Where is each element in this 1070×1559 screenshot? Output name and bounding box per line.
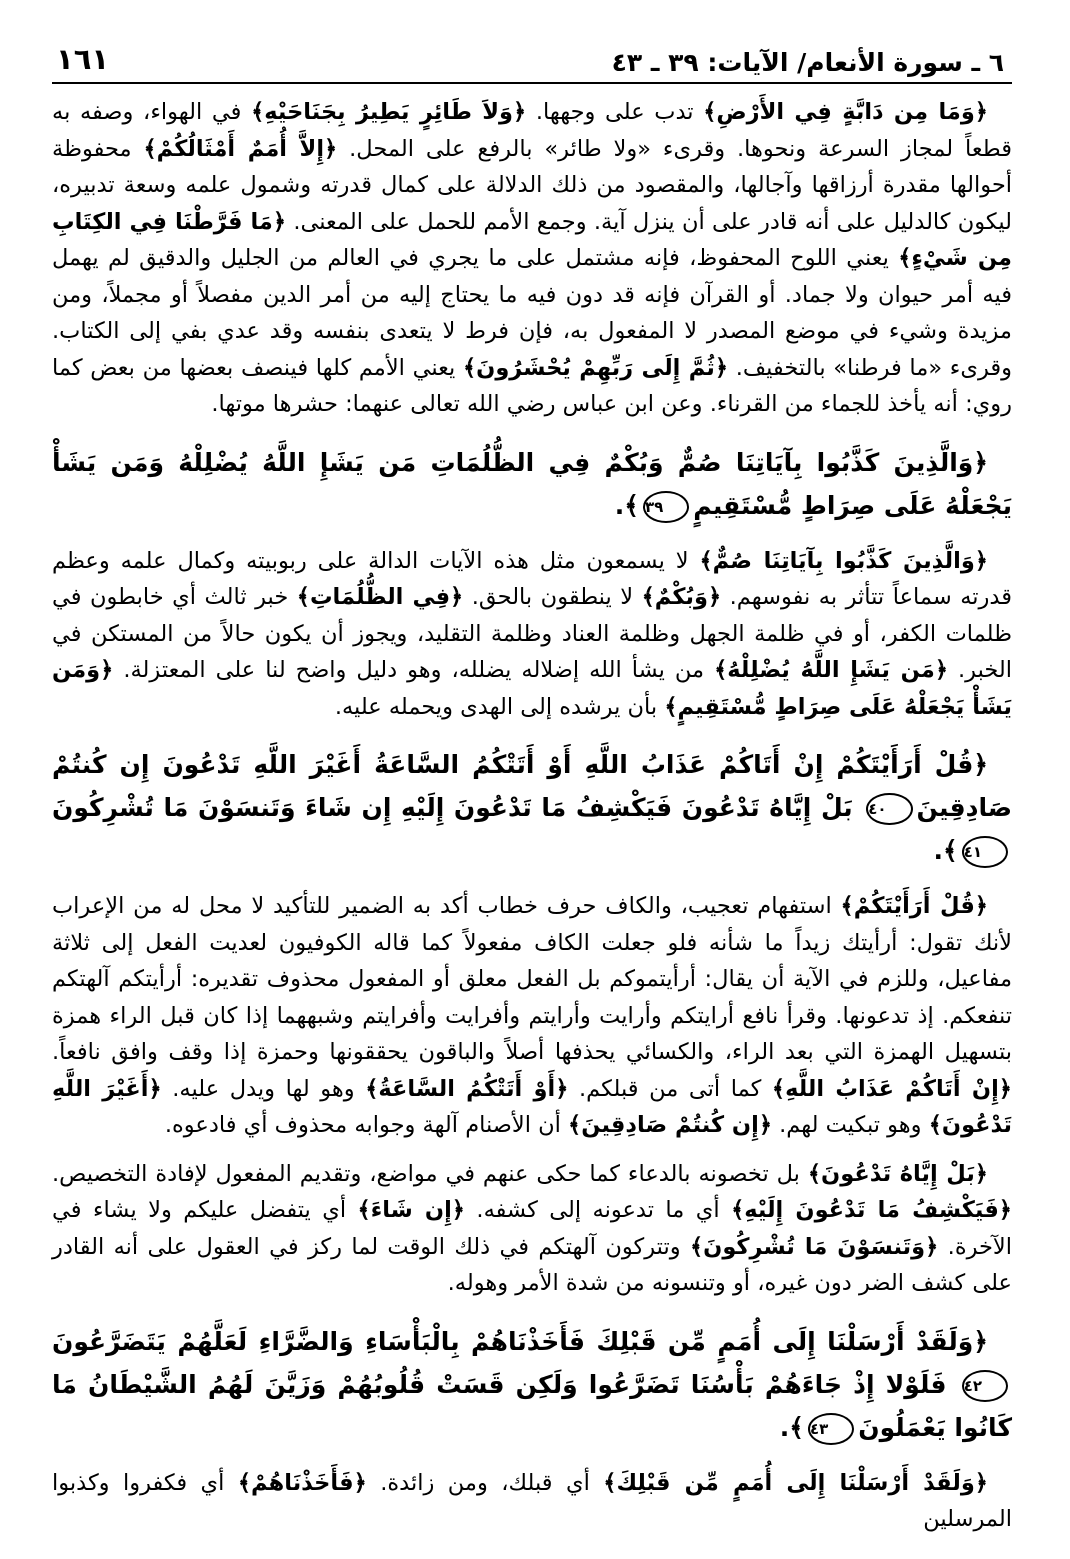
commentary-text: استفهام تعجيب، والكاف حرف خطاب أكد به الضمير للتأكيد لا محل له من الإعراب لأنك تقول: أرأيتك زيداً ما شأنه فلو جعلت الكاف مفعولاً كما قاله الكوفيون لعديت الفعل إلى ثلاثة مفاعيل، وللزم في الآية أن يقال: أرأيتموكم بل الفعل معلق أو المفعول محذوف تقديره: أرأيتكم آلهتكم تنفعكم. إذ تدعونها. وقرأ نافع أرايتكم وأرايت وأرايتم وأفرايت وأفرايتم وشبههما إذا كان قبل الراء همزة بتسهيل الهمزة التي بعد الراء، والكسائي يحذفها أصلاً والباقون يحققونها وحمزة إذا وقف وافق نافعاً. (52, 893, 1012, 1065)
commentary-text: يعني اللوح المحفوظ، فإنه مشتمل على ما يجري في العالم من الجليل والدقيق لم يهمل فيه أمر حيوان ولا جماد. أو القرآن فإنه قد دون فيه ما يحتاج إليه من أمر الدين مفصلاً أو مجملاً، ومن مزيدة وشيء في موضع المصدر لا المفعول به، فإن فرط لا يتعدى بنفسه وقد عدي بفي إلى الكتاب. وقرىء «ما فرطنا» بالتخفيف. (52, 245, 1012, 381)
commentary-paragraph (52, 543, 1012, 726)
ayah-number-marker: ٤٠ (866, 793, 912, 825)
commentary-text: لا ينطقون بالحق. (463, 584, 642, 610)
quran-quote: ﴿مَا فَرَّطْنَا فِي الكِتَابِ مِن شَيْءٍ﴾ (52, 208, 1012, 271)
commentary-text: في الهواء، وصفه به قطعاً لمجاز السرعة ونحوها. وقرىء «ولا طائر» بالرفع على المحل. (52, 99, 1012, 162)
commentary-text: يعني الأمم كلها فينصف بعضها من بعض كما روي: أنه يأخذ للجماء من القرناء. وعن ابن عباس رضي الله تعالى عنهما: حشرها موتها. (52, 354, 1012, 417)
verse-end: ﴾. (933, 836, 958, 865)
commentary-text: وهو تبكيت لهم. (772, 1112, 929, 1138)
quran-quote: ﴿أَغَيْرَ اللَّهِ تَدْعُونَ﴾ (52, 1075, 1012, 1138)
commentary-paragraph (52, 1156, 1012, 1302)
quran-quote: ﴿وَلاَ طَائِرٍ يَطِيرُ بِجَنَاحَيْهِ﴾ (251, 99, 527, 125)
commentary-text: وهو لها ويدل عليه. (161, 1075, 366, 1102)
commentary-text: أي يتفضل عليكم ولا يشاء في الآخرة. (52, 1197, 1013, 1260)
commentary-text: وتتركون آلهتكم في ذلك الوقت لما ركز في العقول على أنه القادر على كشف الضر دون غيره، أو وتنسونه من شدة الأمر وهوله. (52, 1233, 1012, 1296)
ayah-number-marker: ٤١ (962, 836, 1008, 868)
commentary-text: خبر ثالث أي خابطون في ظلمات الكفر، أو في ظلمة الجهل وظلمة العناد وظلمة التقليد، ويجوز أن يكون حالاً من المستكن في الخبر. (52, 584, 1013, 683)
commentary-text: كما أتى من قبلكم. (568, 1075, 772, 1102)
quran-quote: ﴿إِن كُنتُمْ صَادِقِينَ﴾ (568, 1112, 772, 1138)
quran-quote: ﴿فَأَخَذْنَاهُمْ﴾ (237, 1469, 367, 1496)
quran-quote: ﴿فِي الظُّلُمَاتِ﴾ (296, 584, 464, 610)
commentary-text: تدب على وجهها. (526, 99, 704, 125)
verse-text: ﴿وَلَقَدْ أَرْسَلْنَا إِلَى أُمَمٍ مِّن قَبْلِكَ فَأَخَذْنَاهُمْ بِالْبَأْسَاءِ وَالضَّرَّاءِ لَعَلَّهُمْ يَتَضَرَّعُونَ (52, 1326, 988, 1356)
page-body (52, 94, 1012, 1538)
page-number: ١٦١ (56, 42, 110, 76)
commentary-paragraph (52, 1465, 1012, 1538)
commentary-text: أي ما تدعونه إلى كشفه. (465, 1197, 732, 1223)
quran-quote: ﴿وَبُكْمٌ﴾ (641, 584, 722, 610)
commentary-text: أن الأصنام آلهة وجوابه محذوف أي فادعوه. (164, 1112, 569, 1138)
quran-quote: ﴿وَلَقَدْ أَرْسَلْنَا إِلَى أُمَمٍ مِّن قَبْلِكَ﴾ (603, 1469, 988, 1496)
commentary-text: أي فكفروا وكذبوا المرسلين (52, 1469, 1012, 1532)
quran-quote: ﴿بَلْ إِيَّاهُ تَدْعُونَ﴾ (807, 1160, 988, 1187)
verse-block (52, 1320, 1012, 1449)
quran-quote: ﴿قُلْ أَرَأَيْتَكُمْ﴾ (840, 893, 988, 919)
quran-quote: ﴿وَالَّذِينَ كَذَّبُوا بِآيَاتِنَا صُمٌّ﴾ (699, 547, 988, 574)
commentary-text: بأن يرشده إلى الهدى ويحمله عليه. (334, 693, 665, 720)
paragraph-gap (52, 1144, 1012, 1156)
quran-quote: ﴿إِلاَّ أُمَمٌ أَمْثَالُكُمْ﴾ (143, 135, 338, 162)
quran-quote: ﴿أَوْ أَتَتْكُمُ السَّاعَةُ﴾ (365, 1075, 569, 1102)
quran-quote: ﴿إِن شَاءَ﴾ (357, 1197, 465, 1223)
commentary-text: أي قبلك، ومن زائدة. (366, 1469, 604, 1496)
verse-text: ﴿وَالَّذِينَ كَذَّبُوا بِآيَاتِنَا صُمٌّ وَبُكْمٌ فِي الظُّلُمَاتِ مَن يَشَإِ اللَّهُ يُضْلِلْهُ وَمَن يَشَأْ يَجْعَلْهُ عَلَى صِرَاطٍ مُّسْتَقِيمٍ (52, 447, 1012, 520)
ayah-number-marker: ٤٣ (808, 1413, 854, 1445)
quran-quote: ﴿وَمَا مِن دَابَّةٍ فِي الأَرْضِ﴾ (703, 99, 988, 125)
book-page (52, 0, 1012, 1559)
verse-end: ﴾. (614, 490, 639, 520)
commentary-text: بل تخصونه بالدعاء كما حكى عنهم في مواضع، وتقديم المفعول لإفادة التخصيص. (52, 1160, 808, 1187)
quran-quote: ﴿ثُمَّ إِلَى رَبِّهِمْ يُحْشَرُونَ﴾ (462, 354, 729, 381)
commentary-text: من يشأ الله إضلاله يضلله، وهو دليل واضح لنا على المعتزلة. (113, 657, 715, 683)
quran-quote: ﴿وَتَنسَوْنَ مَا تُشْرِكُونَ﴾ (689, 1233, 939, 1260)
running-head: ٦ ـ سورة الأنعام/ الآيات: ٣٩ ـ ٤٣ (611, 48, 1004, 77)
ayah-number-marker: ٤٢ (962, 1370, 1008, 1402)
commentary-text: لا يسمعون مثل هذه الآيات الدالة على ربوبيته وكمال علمه وعظم قدرته سماعاً تتأثر به نفوسهم. (52, 547, 1012, 610)
quran-quote: ﴿وَمَن يَشَأْ يَجْعَلْهُ عَلَى صِرَاطٍ مُّسْتَقِيمٍ﴾ (52, 657, 1012, 720)
quran-quote: ﴿مَن يَشَإِ اللَّهُ يُضْلِلْهُ﴾ (714, 657, 949, 683)
commentary-paragraph (52, 94, 1012, 423)
quran-quote: ﴿إِنْ أَتَاكُمْ عَذَابُ اللَّهِ﴾ (771, 1075, 1012, 1102)
commentary-text: محفوظة أحوالها مقدرة أرزاقها وآجالها، والمقصود من ذلك الدلالة على كمال قدرته وشمول علمه وسعة تدبيره، ليكون كالدليل على أنه قادر على أن ينزل آية. وجمع الأمم للحمل على المعنى. (52, 135, 1012, 235)
verse-text: ﴿قُلْ أَرَأَيْتَكُمْ إِنْ أَتَاكُمْ عَذَابُ اللَّهِ أَوْ أَتَتْكُمُ السَّاعَةُ أَغَيْرَ اللَّهِ تَدْعُونَ إِن كُنتُمْ صَادِقِينَ (52, 750, 1012, 822)
commentary-paragraph (52, 888, 1012, 1144)
verse-text: بَلْ إِيَّاهُ تَدْعُونَ فَيَكْشِفُ مَا تَدْعُونَ إِلَيْهِ إِن شَاءَ وَتَنسَوْنَ مَا تُشْرِكُونَ (52, 793, 863, 822)
verse-block (52, 743, 1012, 872)
ayah-number-marker: ٣٩ (643, 491, 689, 523)
quran-quote: ﴿فَيَكْشِفُ مَا تَدْعُونَ إِلَيْهِ﴾ (731, 1197, 1012, 1223)
page-header (52, 38, 1012, 84)
verse-block (52, 441, 1012, 527)
verse-text: فَلَوْلا إِذْ جَاءَهُمْ بَأْسُنَا تَضَرَّعُوا وَلَكِن قَسَتْ قُلُوبُهُمْ وَزَيَّنَ لَهُمُ الشَّيْطَانُ مَا كَانُوا يَعْمَلُونَ (52, 1369, 1012, 1442)
verse-end: ﴾. (779, 1412, 804, 1442)
